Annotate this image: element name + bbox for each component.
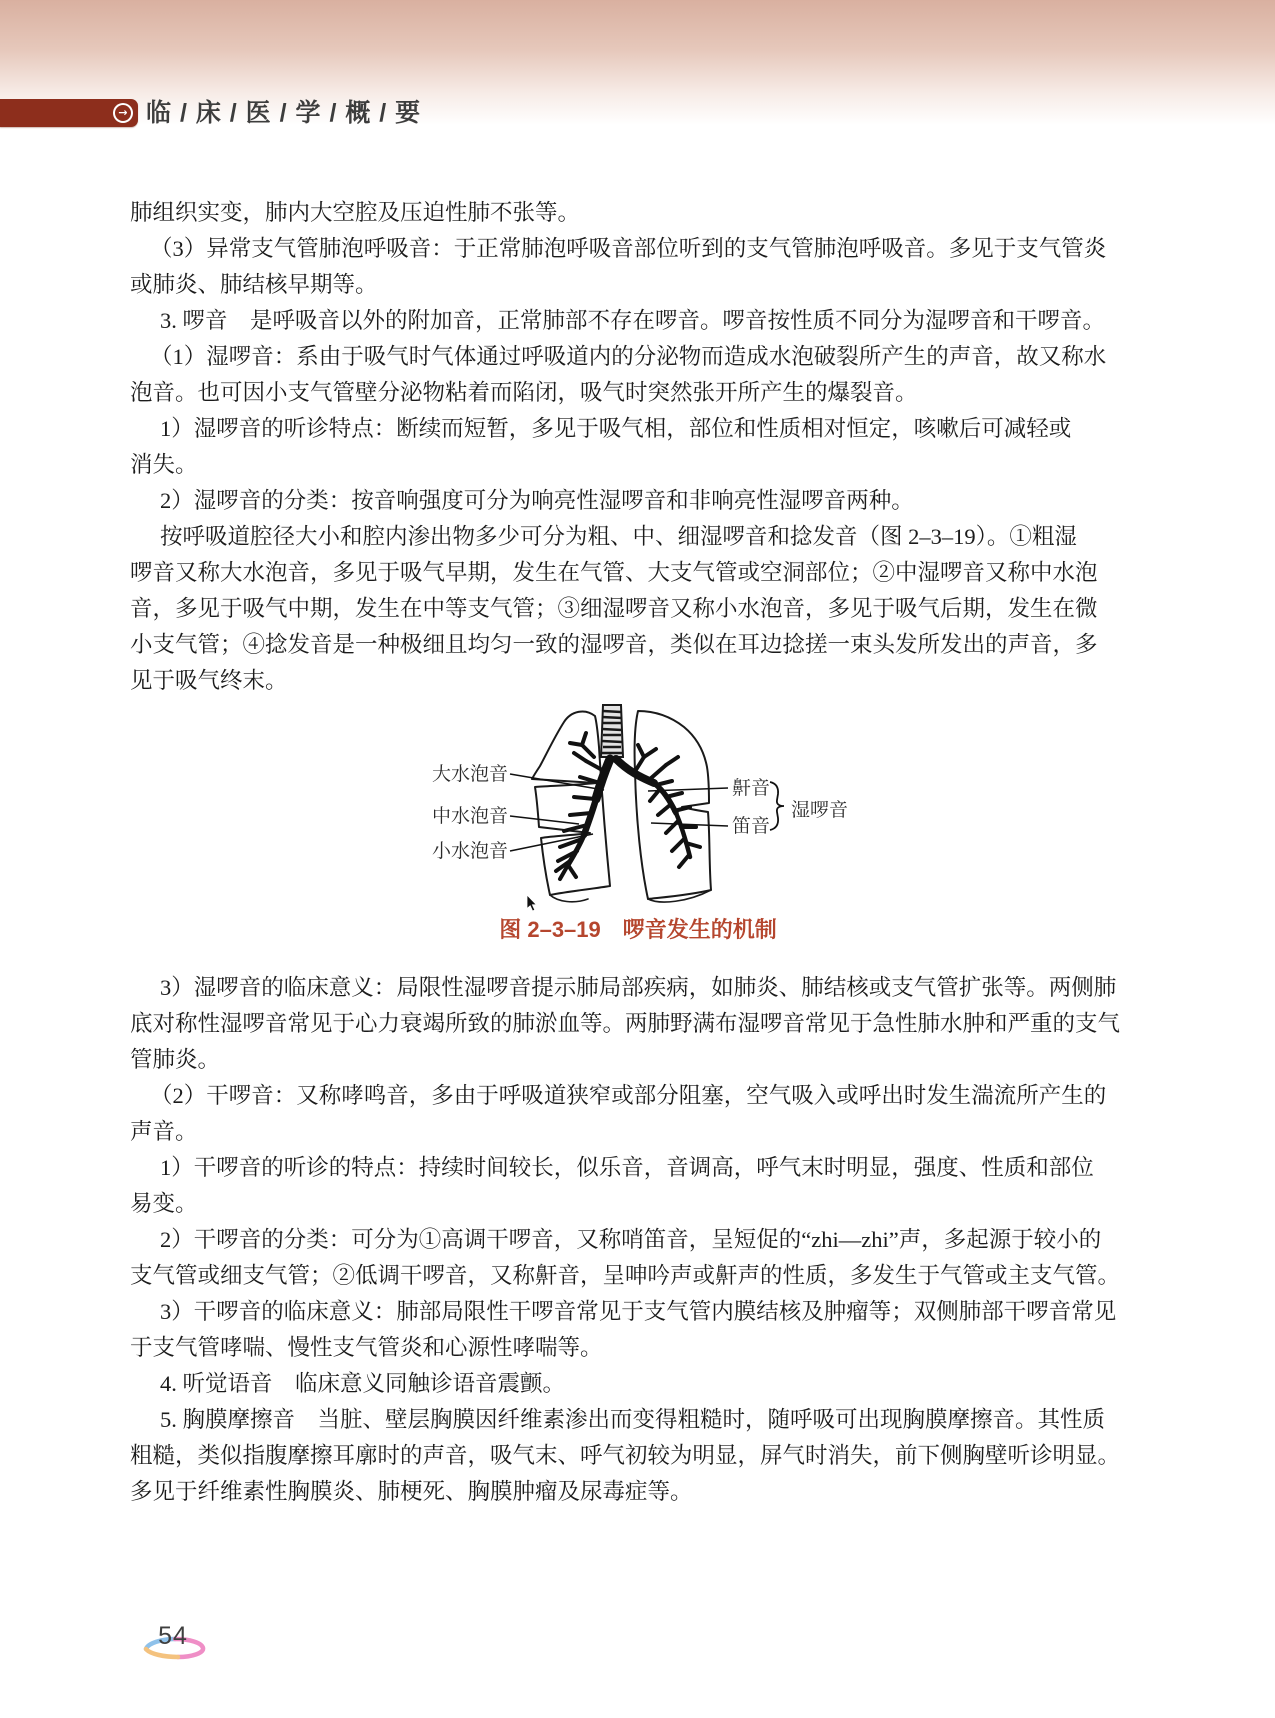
- body-line: 消失。: [130, 452, 198, 477]
- page-number: 54: [158, 1622, 188, 1650]
- body-line: 泡音。也可因小支气管壁分泌物粘着而陷闭，吸气时突然张开所产生的爆裂音。: [130, 380, 918, 405]
- body-line: （1）湿啰音：系由于吸气时气体通过呼吸道内的分泌物而造成水泡破裂所产生的声音，故又称水: [150, 344, 1107, 369]
- body-line: 管肺炎。: [130, 1047, 221, 1072]
- mouse-cursor: [526, 895, 538, 913]
- body-line: 啰音又称大水泡音，多见于吸气早期，发生在气管、大支气管或空洞部位；②中湿啰音又称中水泡: [130, 560, 1098, 585]
- body-line: 2）湿啰音的分类：按音响强度可分为响亮性湿啰音和非响亮性湿啰音两种。: [160, 488, 914, 513]
- body-line: 2）干啰音的分类：可分为①高调干啰音，又称哨笛音，呈短促的“zhi—zhi”声，多起源于较小的: [160, 1227, 1102, 1252]
- body-line: 按呼吸道腔径大小和腔内渗出物多少可分为粗、中、细湿啰音和捻发音（图 2–3–19）。①粗湿: [160, 524, 1077, 549]
- chapter-header-bar: [0, 99, 138, 127]
- body-line: 支气管或细支气管；②低调干啰音，又称鼾音，呈呻吟声或鼾声的性质，多发生于气管或主支气管。: [130, 1263, 1121, 1288]
- body-text-block-1: [130, 195, 1146, 699]
- body-line: 粗糙，类似指腹摩擦耳廓时的声音，吸气末、呼气初较为明显，屏气时消失，前下侧胸壁听诊明显。: [130, 1443, 1121, 1468]
- body-line: 3）干啰音的临床意义：肺部局限性干啰音常见于支气管内膜结核及肿瘤等；双侧肺部干啰音常见: [160, 1299, 1117, 1324]
- figure-caption: 图 2–3–19 啰音发生的机制: [499, 917, 777, 942]
- label-fine-crackle: 小水泡音: [431, 841, 508, 862]
- body-line: 见于吸气终末。: [130, 668, 288, 693]
- body-line: 底对称性湿啰音常见于心力衰竭所致的肺淤血等。两肺野满布湿啰音常见于急性肺水肿和严重的支气: [130, 1011, 1121, 1036]
- label-moist-rales-group: 湿啰音: [791, 800, 849, 821]
- body-line: 于支气管哮喘、慢性支气管炎和心源性哮喘等。: [130, 1335, 603, 1360]
- body-line: 3. 啰音 是呼吸音以外的附加音，正常肺部不存在啰音。啰音按性质不同分为湿啰音和干啰音。: [160, 308, 1106, 333]
- label-sibilant-rhonchi: 笛音: [732, 816, 771, 837]
- body-text-block-2: [130, 970, 1146, 1510]
- brace: [770, 782, 784, 830]
- body-line: （2）干啰音：又称哮鸣音，多由于呼吸道狭窄或部分阻塞，空气吸入或呼出时发生湍流所产生的: [150, 1083, 1107, 1108]
- body-line: 1）干啰音的听诊的特点：持续时间较长，似乐音，音调高，呼气末时明显，强度、性质和部位: [160, 1155, 1094, 1180]
- page-number-area: [118, 1614, 228, 1664]
- lung-diagram: [398, 699, 868, 911]
- header-arrow-badge: [113, 103, 133, 123]
- body-line: 多见于纤维素性胸膜炎、肺梗死、胸膜肿瘤及尿毒症等。: [130, 1479, 693, 1504]
- body-line: 1）湿啰音的听诊特点：断续而短暂，多见于吸气相，部位和性质相对恒定，咳嗽后可减轻或: [160, 416, 1072, 441]
- bronchial-tree: [556, 733, 700, 879]
- trachea: [601, 705, 623, 757]
- figure-2-3-19: [130, 699, 1146, 970]
- label-medium-crackle: 中水泡音: [431, 806, 508, 827]
- body-text: [130, 195, 1146, 1510]
- label-coarse-crackle: 大水泡音: [431, 764, 508, 785]
- book-title: 临 / 床 / 医 / 学 / 概 / 要: [146, 99, 422, 127]
- body-line: 声音。: [130, 1119, 198, 1144]
- body-line: （3）异常支气管肺泡呼吸音：于正常肺泡呼吸音部位听到的支气管肺泡呼吸音。多见于支气管炎: [150, 236, 1107, 261]
- arrow-right-icon: →: [115, 105, 131, 121]
- body-line: 肺组织实变，肺内大空腔及压迫性肺不张等。: [130, 200, 581, 225]
- body-line: 4. 听觉语音 临床意义同触诊语音震颤。: [160, 1371, 566, 1396]
- body-line: 3）湿啰音的临床意义：局限性湿啰音提示肺局部疾病，如肺炎、肺结核或支气管扩张等。两侧肺: [160, 975, 1117, 1000]
- body-line: 或肺炎、肺结核早期等。: [130, 272, 378, 297]
- label-sonorous-rhonchi: 鼾音: [732, 778, 771, 799]
- body-line: 音，多见于吸气中期，发生在中等支气管；③细湿啰音又称小水泡音，多见于吸气后期，发生在微: [130, 596, 1098, 621]
- body-line: 小支气管；④捻发音是一种极细且均匀一致的湿啰音，类似在耳边捻搓一束头发所发出的声音，多: [130, 632, 1098, 657]
- body-line: 易变。: [130, 1191, 198, 1216]
- body-line: 5. 胸膜摩擦音 当脏、壁层胸膜因纤维素渗出而变得粗糙时，随呼吸可出现胸膜摩擦音。其性质: [160, 1407, 1106, 1432]
